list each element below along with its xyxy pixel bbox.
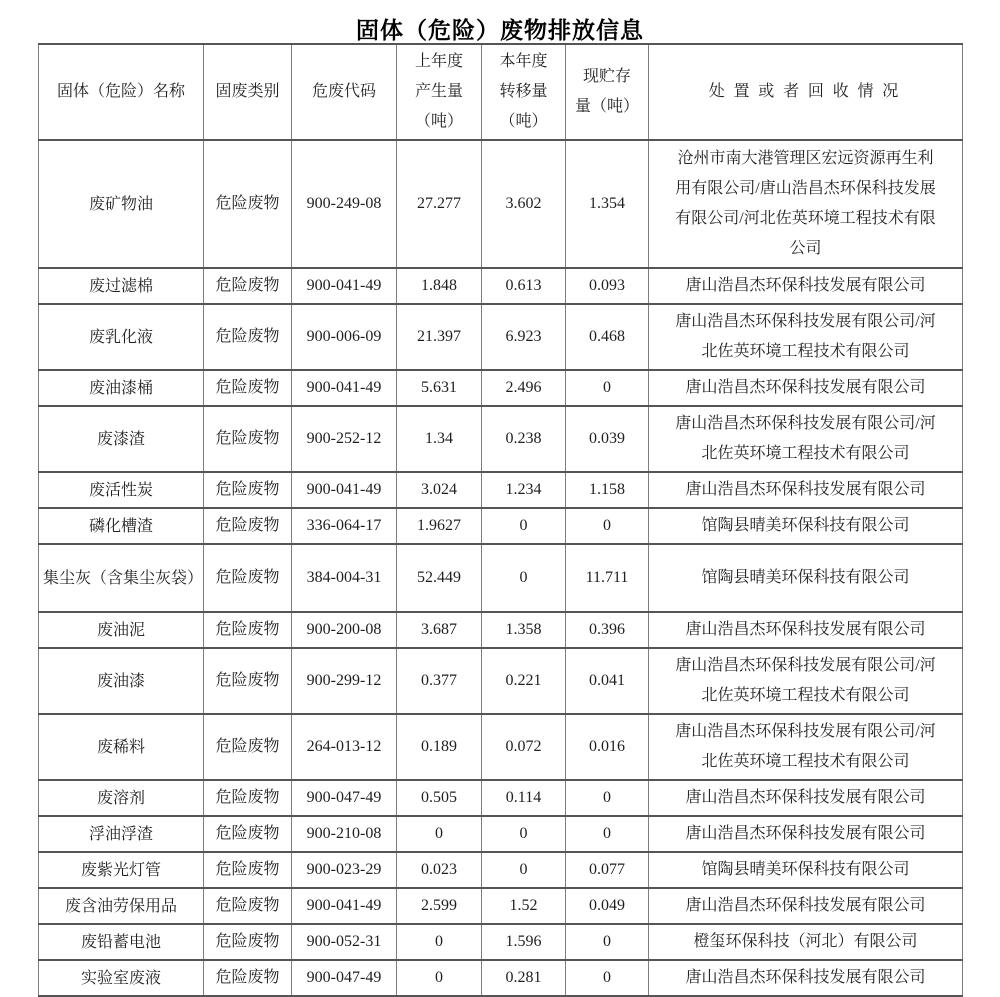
column-header-prev_year: 上年度 产生量 （吨）: [397, 44, 482, 140]
page-title: 固体（危险）废物排放信息: [356, 17, 644, 43]
cell-disposal: 唐山浩昌杰环保科技发展有限公司/河北佐英环境工程技术有限公司: [649, 406, 963, 472]
cell-code: 264-013-12: [292, 714, 397, 780]
cell-transferred: 1.358: [482, 612, 566, 648]
cell-prev_year: 3.687: [397, 612, 482, 648]
cell-storage: 0.041: [566, 648, 649, 714]
cell-storage: 11.711: [566, 544, 649, 612]
cell-name: 废油漆桶: [39, 370, 204, 406]
table-row: [39, 648, 963, 714]
cell-storage: 0: [566, 924, 649, 960]
column-header-code: 危废代码: [292, 44, 397, 140]
cell-transferred: 0.114: [482, 780, 566, 816]
table-row: [39, 370, 963, 406]
cell-disposal: 唐山浩昌杰环保科技发展有限公司/河北佐英环境工程技术有限公司: [649, 304, 963, 370]
cell-prev_year: 1.848: [397, 268, 482, 304]
table-row: [39, 140, 963, 268]
cell-name: 浮油浮渣: [39, 816, 204, 852]
table-row: [39, 780, 963, 816]
cell-transferred: 0: [482, 852, 566, 888]
table-row: [39, 268, 963, 304]
cell-prev_year: 5.631: [397, 370, 482, 406]
cell-storage: 1.354: [566, 140, 649, 268]
cell-disposal: 唐山浩昌杰环保科技发展有限公司: [649, 612, 963, 648]
cell-storage: 0: [566, 960, 649, 996]
cell-category: 危险废物: [204, 140, 292, 268]
cell-name: 废含油劳保用品: [39, 888, 204, 924]
cell-name: 磷化槽渣: [39, 508, 204, 544]
cell-storage: 0.396: [566, 612, 649, 648]
cell-disposal: 馆陶县晴美环保科技有限公司: [649, 544, 963, 612]
cell-prev_year: 27.277: [397, 140, 482, 268]
table-row: [39, 304, 963, 370]
cell-code: 900-052-31: [292, 924, 397, 960]
cell-prev_year: 2.599: [397, 888, 482, 924]
cell-name: 废铅蓄电池: [39, 924, 204, 960]
cell-category: 危险废物: [204, 472, 292, 508]
cell-code: 900-299-12: [292, 648, 397, 714]
cell-name: 废油泥: [39, 612, 204, 648]
cell-name: 废油漆: [39, 648, 204, 714]
table-row: [39, 816, 963, 852]
cell-code: 900-047-49: [292, 780, 397, 816]
cell-storage: 0.039: [566, 406, 649, 472]
cell-category: 危险废物: [204, 304, 292, 370]
cell-disposal: 唐山浩昌杰环保科技发展有限公司: [649, 472, 963, 508]
column-header-category: 固废类别: [204, 44, 292, 140]
cell-storage: 0: [566, 816, 649, 852]
cell-category: 危险废物: [204, 852, 292, 888]
cell-transferred: 0.072: [482, 714, 566, 780]
cell-transferred: 0.238: [482, 406, 566, 472]
cell-category: 危险废物: [204, 612, 292, 648]
cell-category: 危险废物: [204, 268, 292, 304]
cell-transferred: 0: [482, 816, 566, 852]
cell-category: 危险废物: [204, 888, 292, 924]
cell-code: 900-041-49: [292, 888, 397, 924]
waste-emission-table: [38, 43, 963, 997]
cell-storage: 0.468: [566, 304, 649, 370]
cell-category: 危险废物: [204, 714, 292, 780]
cell-transferred: 3.602: [482, 140, 566, 268]
cell-disposal: 唐山浩昌杰环保科技发展有限公司: [649, 816, 963, 852]
column-header-name: 固体（危险）名称: [39, 44, 204, 140]
cell-name: 废矿物油: [39, 140, 204, 268]
cell-storage: 0: [566, 370, 649, 406]
cell-code: 336-064-17: [292, 508, 397, 544]
table-row: [39, 472, 963, 508]
cell-name: 集尘灰（含集尘灰袋）: [39, 544, 204, 612]
cell-code: 900-249-08: [292, 140, 397, 268]
cell-name: 废紫光灯管: [39, 852, 204, 888]
header-row: [39, 44, 963, 140]
cell-disposal: 馆陶县晴美环保科技有限公司: [649, 508, 963, 544]
cell-code: 900-006-09: [292, 304, 397, 370]
cell-storage: 0: [566, 508, 649, 544]
cell-transferred: 6.923: [482, 304, 566, 370]
cell-transferred: 0: [482, 508, 566, 544]
table-row: [39, 960, 963, 996]
cell-code: 384-004-31: [292, 544, 397, 612]
cell-name: 废漆渣: [39, 406, 204, 472]
cell-disposal: 唐山浩昌杰环保科技发展有限公司/河北佐英环境工程技术有限公司: [649, 648, 963, 714]
cell-code: 900-041-49: [292, 472, 397, 508]
table-row: [39, 544, 963, 612]
cell-code: 900-210-08: [292, 816, 397, 852]
cell-prev_year: 3.024: [397, 472, 482, 508]
table-row: [39, 714, 963, 780]
table-row: [39, 924, 963, 960]
cell-transferred: 0.613: [482, 268, 566, 304]
cell-disposal: 馆陶县晴美环保科技有限公司: [649, 852, 963, 888]
cell-transferred: 0.281: [482, 960, 566, 996]
cell-prev_year: 0: [397, 816, 482, 852]
cell-name: 废过滤棉: [39, 268, 204, 304]
cell-disposal: 唐山浩昌杰环保科技发展有限公司/河北佐英环境工程技术有限公司: [649, 714, 963, 780]
cell-code: 900-200-08: [292, 612, 397, 648]
column-header-transferred: 本年度 转移量 （吨）: [482, 44, 566, 140]
cell-category: 危险废物: [204, 960, 292, 996]
cell-name: 废活性炭: [39, 472, 204, 508]
cell-disposal: 橙玺环保科技（河北）有限公司: [649, 924, 963, 960]
cell-transferred: 1.234: [482, 472, 566, 508]
cell-prev_year: 0: [397, 924, 482, 960]
cell-prev_year: 0.023: [397, 852, 482, 888]
cell-prev_year: 52.449: [397, 544, 482, 612]
cell-storage: 0.077: [566, 852, 649, 888]
table-row: [39, 852, 963, 888]
table-row: [39, 406, 963, 472]
cell-category: 危险废物: [204, 544, 292, 612]
cell-prev_year: 21.397: [397, 304, 482, 370]
cell-category: 危险废物: [204, 508, 292, 544]
cell-storage: 0.093: [566, 268, 649, 304]
cell-code: 900-047-49: [292, 960, 397, 996]
cell-disposal: 唐山浩昌杰环保科技发展有限公司: [649, 888, 963, 924]
table-row: [39, 612, 963, 648]
cell-code: 900-252-12: [292, 406, 397, 472]
cell-category: 危险废物: [204, 780, 292, 816]
cell-prev_year: 0.189: [397, 714, 482, 780]
cell-disposal: 沧州市南大港管理区宏远资源再生利用有限公司/唐山浩昌杰环保科技发展有限公司/河北佐英环境工程技术有限公司: [649, 140, 963, 268]
cell-name: 废溶剂: [39, 780, 204, 816]
table-body: [39, 140, 963, 996]
cell-storage: 0.049: [566, 888, 649, 924]
cell-storage: 0: [566, 780, 649, 816]
cell-storage: 1.158: [566, 472, 649, 508]
cell-prev_year: 1.9627: [397, 508, 482, 544]
cell-storage: 0.016: [566, 714, 649, 780]
cell-category: 危险废物: [204, 816, 292, 852]
column-header-disposal: 处置或者回收情况: [649, 44, 963, 140]
table-row: [39, 508, 963, 544]
cell-transferred: 0.221: [482, 648, 566, 714]
cell-category: 危险废物: [204, 924, 292, 960]
cell-transferred: 1.596: [482, 924, 566, 960]
cell-prev_year: 0.377: [397, 648, 482, 714]
cell-name: 废乳化液: [39, 304, 204, 370]
cell-disposal: 唐山浩昌杰环保科技发展有限公司: [649, 268, 963, 304]
cell-category: 危险废物: [204, 648, 292, 714]
cell-prev_year: 0.505: [397, 780, 482, 816]
table-row: [39, 888, 963, 924]
cell-name: 实验室废液: [39, 960, 204, 996]
column-header-storage: 现贮存 量（吨）: [566, 44, 649, 140]
cell-disposal: 唐山浩昌杰环保科技发展有限公司: [649, 370, 963, 406]
cell-transferred: 1.52: [482, 888, 566, 924]
cell-disposal: 唐山浩昌杰环保科技发展有限公司: [649, 780, 963, 816]
cell-code: 900-041-49: [292, 370, 397, 406]
cell-prev_year: 0: [397, 960, 482, 996]
cell-transferred: 2.496: [482, 370, 566, 406]
cell-prev_year: 1.34: [397, 406, 482, 472]
cell-code: 900-041-49: [292, 268, 397, 304]
cell-category: 危险废物: [204, 370, 292, 406]
cell-code: 900-023-29: [292, 852, 397, 888]
cell-name: 废稀料: [39, 714, 204, 780]
cell-category: 危险废物: [204, 406, 292, 472]
cell-disposal: 唐山浩昌杰环保科技发展有限公司: [649, 960, 963, 996]
cell-transferred: 0: [482, 544, 566, 612]
